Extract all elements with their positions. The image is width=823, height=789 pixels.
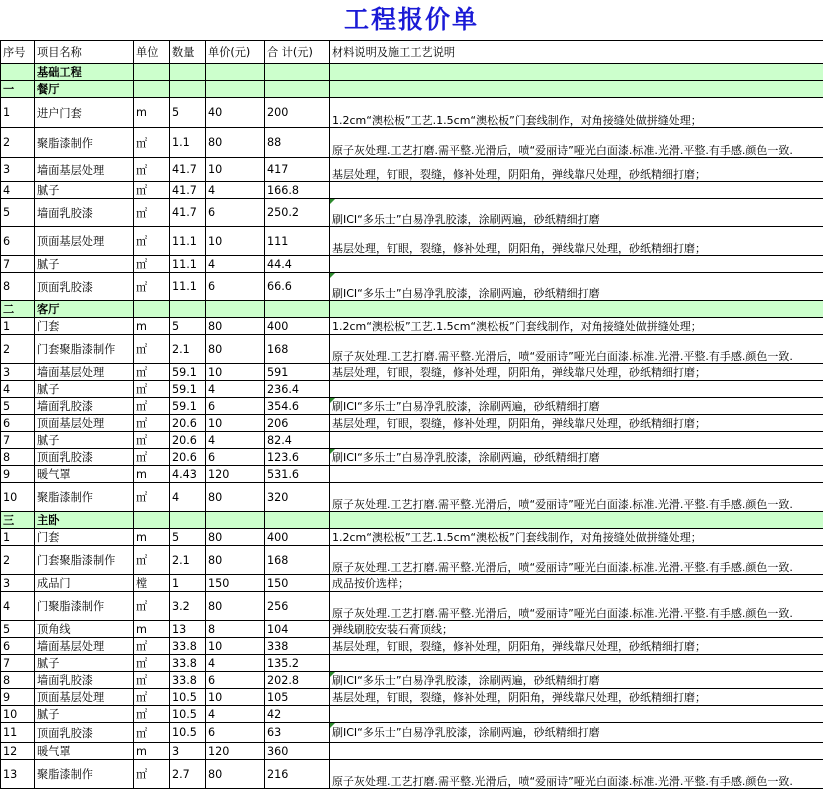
cell-price: 80: [206, 335, 265, 364]
cell-unit: ㎡: [134, 273, 170, 301]
cell-price: 10: [206, 227, 265, 256]
cell-unit: ㎡: [134, 227, 170, 256]
cell-no: 6: [1, 227, 35, 256]
header-cell-total: 合 计(元): [265, 41, 330, 64]
table-row: [1, 655, 823, 672]
section-row: [1, 301, 823, 318]
cell-name: 成品门: [35, 575, 134, 592]
cell-total: 166.8: [265, 182, 330, 199]
table-row: [1, 432, 823, 449]
table-row: [1, 227, 823, 256]
cell-unit: ㎡: [134, 128, 170, 158]
cell-unit: ㎡: [134, 723, 170, 743]
cell-name: 门套: [35, 318, 134, 335]
cell-desc: 1.2cm“澳松板”工艺.1.5cm“澳松板”门套线制作，对角接缝处做拼缝处理；: [330, 529, 823, 546]
cell-unit: ㎡: [134, 592, 170, 621]
cell-qty: 3: [170, 743, 206, 760]
section-number: 二: [1, 301, 35, 318]
cell-price: 4: [206, 655, 265, 672]
cell-name: 腻子: [35, 256, 134, 273]
cell-price: 80: [206, 546, 265, 575]
cell-no: 8: [1, 672, 35, 689]
section-empty-cell: [265, 512, 330, 529]
table-row: [1, 760, 823, 789]
cell-price: 10: [206, 364, 265, 381]
cell-unit: ㎡: [134, 546, 170, 575]
table-row: [1, 621, 823, 638]
cell-unit: ㎡: [134, 199, 170, 227]
cell-name: 顶面乳胶漆: [35, 273, 134, 301]
table-row: [1, 335, 823, 364]
section-row: [1, 512, 823, 529]
table-row: [1, 575, 823, 592]
cell-desc: [330, 743, 823, 760]
cell-desc: 基层处理，钉眼，裂缝，修补处理，阴阳角，弹线靠尺处理，砂纸精细打磨；: [330, 415, 823, 432]
table-row: [1, 98, 823, 128]
table-row: [1, 256, 823, 273]
cell-name: 腻子: [35, 381, 134, 398]
table-row: [1, 723, 823, 743]
header-row: [1, 41, 823, 64]
cell-name: 墙面基层处理: [35, 364, 134, 381]
cell-total: 400: [265, 318, 330, 335]
cell-unit: ㎡: [134, 689, 170, 706]
cell-no: 2: [1, 546, 35, 575]
cell-desc: 成品按价选样；: [330, 575, 823, 592]
cell-total: 338: [265, 638, 330, 655]
cell-desc: [330, 706, 823, 723]
table-row: [1, 546, 823, 575]
cell-no: 3: [1, 575, 35, 592]
section-title: 客厅: [35, 301, 134, 318]
cell-qty: 33.8: [170, 672, 206, 689]
table-row: [1, 706, 823, 723]
header-cell-name: 项目名称: [35, 41, 134, 64]
table-row: [1, 199, 823, 227]
cell-desc: 刷ICI“多乐士”白易净乳胶漆，涂刷两遍，砂纸精细打磨: [330, 672, 823, 689]
cell-price: 6: [206, 398, 265, 415]
page-title: 工程报价单: [0, 0, 823, 40]
cell-price: 6: [206, 199, 265, 227]
section-empty-cell: [134, 64, 170, 81]
cell-name: 墙面乳胶漆: [35, 398, 134, 415]
header-cell-price: 单价(元): [206, 41, 265, 64]
cell-name: 腻子: [35, 706, 134, 723]
cell-unit: 樘: [134, 575, 170, 592]
cell-total: 104: [265, 621, 330, 638]
cell-qty: 20.6: [170, 415, 206, 432]
cell-price: 80: [206, 128, 265, 158]
cell-unit: ㎡: [134, 364, 170, 381]
cell-name: 暖气罩: [35, 466, 134, 483]
cell-desc: 基层处理，钉眼，裂缝，修补处理，阴阳角，弹线靠尺处理，砂纸精细打磨；: [330, 364, 823, 381]
cell-total: 320: [265, 483, 330, 512]
cell-total: 400: [265, 529, 330, 546]
cell-total: 105: [265, 689, 330, 706]
cell-price: 8: [206, 621, 265, 638]
section-number: [1, 64, 35, 81]
cell-price: 6: [206, 449, 265, 466]
cell-no: 6: [1, 638, 35, 655]
cell-unit: ㎡: [134, 638, 170, 655]
cell-unit: m: [134, 98, 170, 128]
cell-desc: 刷ICI“多乐士”白易净乳胶漆，涂刷两遍，砂纸精细打磨: [330, 449, 823, 466]
table-row: [1, 466, 823, 483]
cell-total: 123.6: [265, 449, 330, 466]
section-empty-cell: [206, 81, 265, 98]
cell-total: 66.6: [265, 273, 330, 301]
cell-qty: 59.1: [170, 398, 206, 415]
cell-price: 4: [206, 432, 265, 449]
cell-qty: 1.1: [170, 128, 206, 158]
cell-name: 聚脂漆制作: [35, 760, 134, 789]
cell-qty: 13: [170, 621, 206, 638]
cell-desc: 1.2cm“澳松板”工艺.1.5cm“澳松板”门套线制作，对角接缝处做拼缝处理；: [330, 318, 823, 335]
section-empty-cell: [170, 64, 206, 81]
cell-unit: m: [134, 466, 170, 483]
cell-price: 10: [206, 158, 265, 182]
cell-total: 82.4: [265, 432, 330, 449]
cell-total: 88: [265, 128, 330, 158]
cell-qty: 33.8: [170, 655, 206, 672]
cell-qty: 2.1: [170, 335, 206, 364]
cell-desc: 刷ICI“多乐士”白易净乳胶漆，涂刷两遍，砂纸精细打磨: [330, 398, 823, 415]
cell-qty: 3.2: [170, 592, 206, 621]
cell-total: 531.6: [265, 466, 330, 483]
table-row: [1, 689, 823, 706]
table-row: [1, 449, 823, 466]
cell-unit: ㎡: [134, 381, 170, 398]
cell-name: 顶面乳胶漆: [35, 449, 134, 466]
cell-total: 236.4: [265, 381, 330, 398]
cell-price: 80: [206, 318, 265, 335]
cell-price: 6: [206, 672, 265, 689]
cell-price: 6: [206, 273, 265, 301]
cell-unit: ㎡: [134, 760, 170, 789]
cell-desc: 1.2cm“澳松板”工艺.1.5cm“澳松板”门套线制作，对角接缝处做拼缝处理；: [330, 98, 823, 128]
table-row: [1, 182, 823, 199]
cell-no: 2: [1, 335, 35, 364]
cell-total: 168: [265, 335, 330, 364]
section-empty-cell: [206, 301, 265, 318]
table-row: [1, 364, 823, 381]
cell-name: 聚脂漆制作: [35, 483, 134, 512]
cell-price: 80: [206, 529, 265, 546]
cell-name: 顶面乳胶漆: [35, 723, 134, 743]
header-cell-qty: 数量: [170, 41, 206, 64]
cell-no: 1: [1, 98, 35, 128]
table-row: [1, 128, 823, 158]
table-row: [1, 483, 823, 512]
cell-name: 门套聚脂漆制作: [35, 546, 134, 575]
cell-price: 4: [206, 706, 265, 723]
cell-desc: 基层处理，钉眼，裂缝，修补处理，阴阳角，弹线靠尺处理，砂纸精细打磨；: [330, 638, 823, 655]
table-row: [1, 529, 823, 546]
cell-name: 墙面基层处理: [35, 638, 134, 655]
cell-no: 8: [1, 273, 35, 301]
cell-name: 墙面乳胶漆: [35, 672, 134, 689]
cell-no: 1: [1, 529, 35, 546]
cell-total: 63: [265, 723, 330, 743]
header-cell-unit: 单位: [134, 41, 170, 64]
cell-total: 168: [265, 546, 330, 575]
cell-desc: 弹线刷胶安装石膏顶线；: [330, 621, 823, 638]
cell-name: 聚脂漆制作: [35, 128, 134, 158]
cell-price: 40: [206, 98, 265, 128]
cell-unit: ㎡: [134, 415, 170, 432]
cell-price: 10: [206, 638, 265, 655]
cell-total: 150: [265, 575, 330, 592]
cell-total: 44.4: [265, 256, 330, 273]
cell-price: 120: [206, 466, 265, 483]
section-empty-cell: [265, 64, 330, 81]
section-empty-cell: [330, 301, 823, 318]
table-row: [1, 158, 823, 182]
section-title: 餐厅: [35, 81, 134, 98]
section-row: [1, 81, 823, 98]
section-empty-cell: [134, 81, 170, 98]
cell-qty: 11.1: [170, 256, 206, 273]
cell-no: 5: [1, 621, 35, 638]
cell-price: 4: [206, 182, 265, 199]
cell-qty: 5: [170, 98, 206, 128]
table-row: [1, 672, 823, 689]
cell-unit: ㎡: [134, 432, 170, 449]
cell-qty: 20.6: [170, 432, 206, 449]
section-number: 三: [1, 512, 35, 529]
cell-no: 7: [1, 432, 35, 449]
cell-no: 9: [1, 689, 35, 706]
cell-desc: [330, 466, 823, 483]
table-row: [1, 381, 823, 398]
cell-total: 202.8: [265, 672, 330, 689]
cell-desc: 原子灰处理.工艺打磨.需平整.光滑后，喷“爱丽诗”哑光白面漆.标准.光滑.平整.有手感.颜色一致.: [330, 128, 823, 158]
cell-name: 进户门套: [35, 98, 134, 128]
section-empty-cell: [330, 64, 823, 81]
cell-no: 8: [1, 449, 35, 466]
section-empty-cell: [170, 301, 206, 318]
cell-qty: 1: [170, 575, 206, 592]
section-empty-cell: [265, 301, 330, 318]
cell-price: 4: [206, 256, 265, 273]
cell-price: 10: [206, 415, 265, 432]
cell-price: 80: [206, 592, 265, 621]
cell-no: 10: [1, 706, 35, 723]
cell-desc: 原子灰处理.工艺打磨.需平整.光滑后，喷“爱丽诗”哑光白面漆.标准.光滑.平整.有手感.颜色一致.: [330, 760, 823, 789]
cell-name: 墙面乳胶漆: [35, 199, 134, 227]
cell-no: 4: [1, 381, 35, 398]
section-empty-cell: [330, 512, 823, 529]
table-row: [1, 415, 823, 432]
cell-desc: 刷ICI“多乐士”白易净乳胶漆，涂刷两遍，砂纸精细打磨: [330, 273, 823, 301]
cell-qty: 41.7: [170, 199, 206, 227]
cell-unit: ㎡: [134, 256, 170, 273]
cell-no: 7: [1, 655, 35, 672]
cell-total: 360: [265, 743, 330, 760]
cell-price: 6: [206, 723, 265, 743]
cell-unit: ㎡: [134, 449, 170, 466]
cell-desc: [330, 655, 823, 672]
section-empty-cell: [170, 81, 206, 98]
cell-qty: 59.1: [170, 381, 206, 398]
cell-desc: 基层处理，钉眼，裂缝，修补处理，阴阳角，弹线靠尺处理，砂纸精细打磨；: [330, 689, 823, 706]
cell-name: 腻子: [35, 182, 134, 199]
quote-table: [0, 40, 823, 789]
cell-desc: [330, 432, 823, 449]
cell-no: 12: [1, 743, 35, 760]
cell-qty: 2.7: [170, 760, 206, 789]
cell-name: 门套聚脂漆制作: [35, 335, 134, 364]
cell-desc: 基层处理，钉眼，裂缝，修补处理，阴阳角，弹线靠尺处理，砂纸精细打磨；: [330, 227, 823, 256]
cell-desc: 原子灰处理.工艺打磨.需平整.光滑后，喷“爱丽诗”哑光白面漆.标准.光滑.平整.有手感.颜色一致.: [330, 592, 823, 621]
cell-no: 13: [1, 760, 35, 789]
cell-total: 216: [265, 760, 330, 789]
cell-total: 250.2: [265, 199, 330, 227]
cell-qty: 20.6: [170, 449, 206, 466]
cell-no: 3: [1, 364, 35, 381]
cell-no: 1: [1, 318, 35, 335]
cell-unit: ㎡: [134, 672, 170, 689]
cell-no: 10: [1, 483, 35, 512]
cell-name: 腻子: [35, 655, 134, 672]
cell-total: 417: [265, 158, 330, 182]
cell-no: 5: [1, 398, 35, 415]
cell-total: 111: [265, 227, 330, 256]
cell-price: 10: [206, 689, 265, 706]
cell-name: 门聚脂漆制作: [35, 592, 134, 621]
cell-total: 591: [265, 364, 330, 381]
table-row: [1, 743, 823, 760]
cell-desc: 原子灰处理.工艺打磨.需平整.光滑后，喷“爱丽诗”哑光白面漆.标准.光滑.平整.有手感.颜色一致.: [330, 335, 823, 364]
cell-no: 4: [1, 592, 35, 621]
cell-qty: 11.1: [170, 273, 206, 301]
cell-qty: 59.1: [170, 364, 206, 381]
cell-unit: ㎡: [134, 706, 170, 723]
cell-unit: ㎡: [134, 158, 170, 182]
cell-unit: ㎡: [134, 335, 170, 364]
cell-qty: 5: [170, 529, 206, 546]
cell-desc: 原子灰处理.工艺打磨.需平整.光滑后，喷“爱丽诗”哑光白面漆.标准.光滑.平整.有手感.颜色一致.: [330, 483, 823, 512]
cell-desc: 刷ICI“多乐士”白易净乳胶漆，涂刷两遍，砂纸精细打磨: [330, 199, 823, 227]
cell-total: 200: [265, 98, 330, 128]
cell-name: 墙面基层处理: [35, 158, 134, 182]
cell-qty: 41.7: [170, 182, 206, 199]
cell-desc: 原子灰处理.工艺打磨.需平整.光滑后，喷“爱丽诗”哑光白面漆.标准.光滑.平整.有手感.颜色一致.: [330, 546, 823, 575]
cell-price: 80: [206, 760, 265, 789]
cell-name: 顶角线: [35, 621, 134, 638]
cell-name: 腻子: [35, 432, 134, 449]
table-row: [1, 273, 823, 301]
section-empty-cell: [134, 301, 170, 318]
table-row: [1, 638, 823, 655]
section-empty-cell: [206, 64, 265, 81]
cell-desc: 基层处理，钉眼，裂缝，修补处理，阴阳角，弹线靠尺处理，砂纸精细打磨；: [330, 158, 823, 182]
cell-no: 6: [1, 415, 35, 432]
cell-total: 42: [265, 706, 330, 723]
section-title: 基础工程: [35, 64, 134, 81]
section-title: 主卧: [35, 512, 134, 529]
cell-desc: 刷ICI“多乐士”白易净乳胶漆，涂刷两遍，砂纸精细打磨: [330, 723, 823, 743]
cell-desc: [330, 256, 823, 273]
cell-total: 354.6: [265, 398, 330, 415]
table-row: [1, 318, 823, 335]
section-number: 一: [1, 81, 35, 98]
cell-desc: [330, 182, 823, 199]
cell-unit: ㎡: [134, 182, 170, 199]
cell-name: 门套: [35, 529, 134, 546]
cell-no: 9: [1, 466, 35, 483]
cell-total: 135.2: [265, 655, 330, 672]
cell-no: 2: [1, 128, 35, 158]
cell-qty: 4: [170, 483, 206, 512]
cell-no: 4: [1, 182, 35, 199]
cell-unit: m: [134, 621, 170, 638]
cell-qty: 33.8: [170, 638, 206, 655]
cell-unit: m: [134, 743, 170, 760]
cell-qty: 10.5: [170, 706, 206, 723]
cell-qty: 41.7: [170, 158, 206, 182]
cell-name: 顶面基层处理: [35, 227, 134, 256]
cell-qty: 11.1: [170, 227, 206, 256]
cell-unit: ㎡: [134, 398, 170, 415]
section-empty-cell: [265, 81, 330, 98]
section-empty-cell: [134, 512, 170, 529]
section-empty-cell: [206, 512, 265, 529]
cell-qty: 2.1: [170, 546, 206, 575]
cell-no: 5: [1, 199, 35, 227]
cell-unit: ㎡: [134, 483, 170, 512]
cell-no: 11: [1, 723, 35, 743]
cell-price: 150: [206, 575, 265, 592]
cell-unit: m: [134, 529, 170, 546]
cell-no: 7: [1, 256, 35, 273]
table-row: [1, 398, 823, 415]
cell-name: 暖气罩: [35, 743, 134, 760]
cell-qty: 10.5: [170, 723, 206, 743]
cell-price: 4: [206, 381, 265, 398]
section-row: [1, 64, 823, 81]
cell-price: 120: [206, 743, 265, 760]
cell-qty: 10.5: [170, 689, 206, 706]
cell-unit: ㎡: [134, 655, 170, 672]
cell-total: 256: [265, 592, 330, 621]
table-row: [1, 592, 823, 621]
cell-unit: m: [134, 318, 170, 335]
cell-desc: [330, 381, 823, 398]
table-body: [1, 41, 823, 789]
cell-qty: 5: [170, 318, 206, 335]
cell-qty: 4.43: [170, 466, 206, 483]
cell-price: 80: [206, 483, 265, 512]
cell-total: 206: [265, 415, 330, 432]
section-empty-cell: [330, 81, 823, 98]
header-cell-no: 序号: [1, 41, 35, 64]
cell-name: 顶面基层处理: [35, 689, 134, 706]
cell-name: 顶面基层处理: [35, 415, 134, 432]
header-cell-desc: 材料说明及施工工艺说明: [330, 41, 823, 64]
section-empty-cell: [170, 512, 206, 529]
cell-no: 3: [1, 158, 35, 182]
